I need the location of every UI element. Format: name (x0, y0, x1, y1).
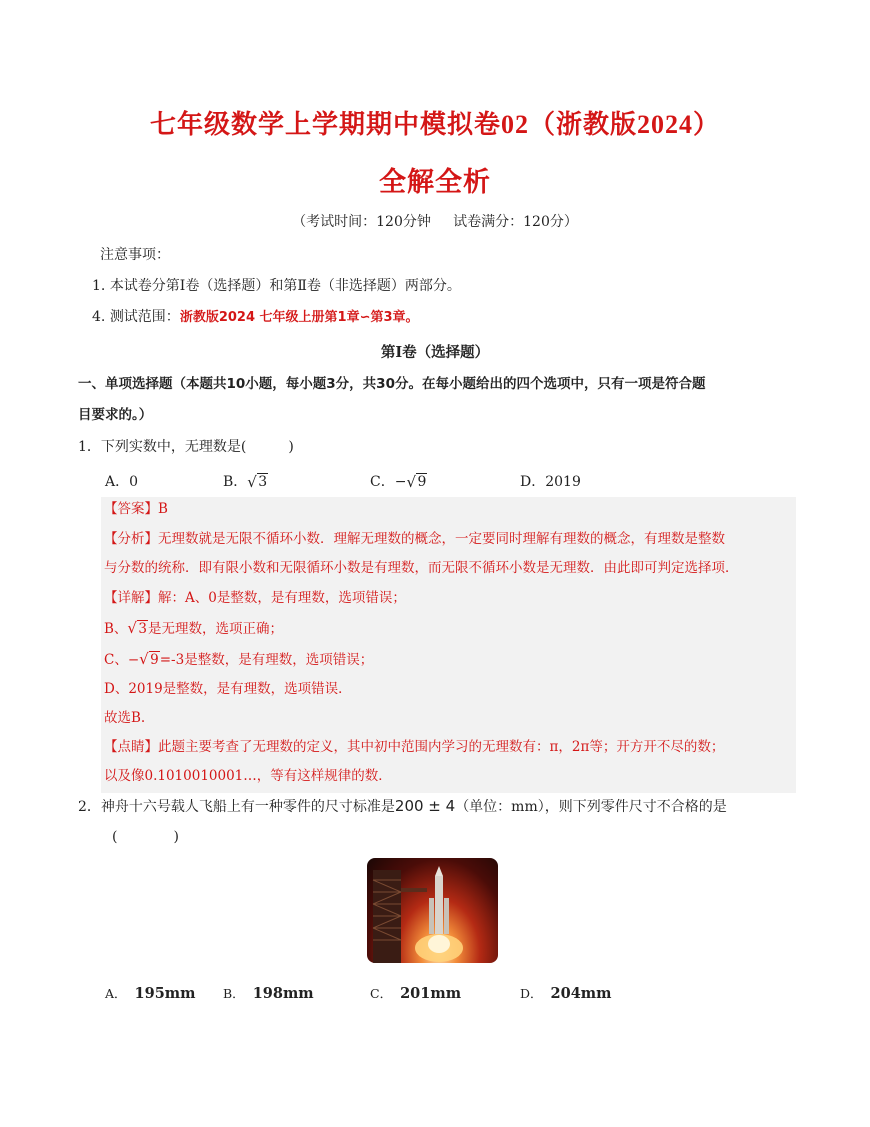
section-instruction-line-2: 目要求的。） (78, 407, 153, 423)
notice-item-4 (92, 307, 419, 328)
q2-option-a-value: 195mm (134, 985, 196, 1002)
q1-comment-line-1: 【点睛】此题主要考查了无理数的定义，其中初中范围内学习的无理数有：π，2π等；开方开不尽的数； (104, 739, 725, 755)
notice-item-1 (92, 276, 461, 296)
q2-stem-formula: 200 ± 4 (394, 797, 456, 815)
exam-score: 试卷满分：120分） (453, 214, 578, 230)
q1-option-d: D．2019 (520, 474, 581, 490)
q1-detail-b (104, 619, 283, 639)
notice-heading: 注意事项： (100, 247, 170, 263)
q2-stem-prefix: 2．神舟十六号载人飞船上有一种零件的尺寸标准是 (78, 799, 395, 815)
q2-option-c-value: 201mm (400, 985, 462, 1002)
section-title: 第Ⅰ卷（选择题） (380, 344, 490, 361)
notice-item-4-label: 测试范围： (109, 309, 180, 325)
q1-answer: 【答案】B (104, 501, 168, 517)
notice-item-1-number: 1. (92, 278, 106, 294)
q1-detail-b-text: 是无理数，选项正确； (148, 621, 284, 637)
document-subtitle: 全解全析 (379, 167, 491, 197)
q2-option-d (520, 984, 611, 1002)
q1-option-c-radicand: 9 (417, 474, 427, 490)
sqrt-icon (128, 619, 148, 639)
q2-option-d-value: 204mm (550, 985, 612, 1002)
q1-option-b-radicand: 3 (258, 474, 268, 490)
notice-item-4-number: 4. (92, 309, 106, 325)
q1-option-b (223, 471, 268, 491)
q1-analysis-line-2: 与分数的统称．即有限小数和无限循环小数是有理数，而无限不循环小数是无理数．由此即可判定选择项． (104, 560, 739, 576)
q1-detail-c (104, 650, 373, 670)
q2-answer-paren: ( ) (112, 829, 179, 845)
q2-stem-suffix: （单位：mm），则下列零件尺寸不合格的是 (455, 799, 727, 815)
q1-detail-d: D、2019是整数，是有理数，选项错误． (104, 681, 352, 697)
q1-detail-b-radicand: 3 (138, 621, 148, 637)
rocket-launch-image (367, 858, 498, 963)
sqrt-icon (140, 650, 160, 670)
q1-option-a: A．0 (105, 474, 139, 490)
q2-option-c (370, 984, 461, 1002)
q2-option-a-label: A． (105, 986, 127, 1001)
q1-detail-c-text: =-3是整数，是有理数，选项错误； (159, 652, 374, 668)
test-range: 浙教版2024 七年级上册第1章∽第3章。 (179, 310, 419, 325)
sqrt-icon (248, 474, 268, 490)
q2-option-a (105, 984, 195, 1002)
document-title: 七年级数学上学期期中模拟卷02（浙教版2024） (149, 110, 720, 139)
q2-option-b-label: B． (223, 986, 245, 1001)
question-2-stem (78, 796, 727, 817)
exam-meta (0, 212, 870, 232)
q2-option-d-label: D． (520, 986, 543, 1001)
question-1-stem: 1．下列实数中，无理数是( ) (78, 439, 294, 455)
q1-choose: 故选B. (104, 710, 146, 726)
notice-item-1-text: 本试卷分第Ⅰ卷（选择题）和第Ⅱ卷（非选择题）两部分。 (109, 278, 461, 294)
q1-detail-b-prefix: B、 (104, 621, 128, 637)
q2-option-c-label: C． (370, 986, 393, 1001)
q1-detail-c-prefix: C、− (104, 652, 140, 668)
q1-detail-c-radicand: 9 (150, 652, 159, 668)
rocket-launch-icon (367, 858, 498, 963)
exam-time: （考试时间：120分钟 (292, 214, 431, 230)
sqrt-icon (407, 474, 427, 490)
q1-comment-line-2: 以及像0.1010010001…，等有这样规律的数． (104, 768, 392, 784)
q1-detail-line-1: 【详解】解：A、0是整数，是有理数，选项错误； (104, 590, 406, 606)
q1-option-b-label: B． (223, 474, 248, 490)
q1-option-c-label: C．− (370, 474, 407, 490)
q1-option-c (370, 471, 427, 491)
section-instruction-line-1: 一、单项选择题（本题共10小题，每小题3分，共30分。在每小题给出的四个选项中，只有一项是符合题 (78, 376, 706, 392)
q1-analysis-line-1: 【分析】无理数就是无限不循环小数．理解无理数的概念，一定要同时理解有理数的概念，有理数是整数 (104, 531, 725, 547)
q2-option-b-value: 198mm (252, 985, 314, 1002)
q2-option-b (223, 984, 314, 1002)
